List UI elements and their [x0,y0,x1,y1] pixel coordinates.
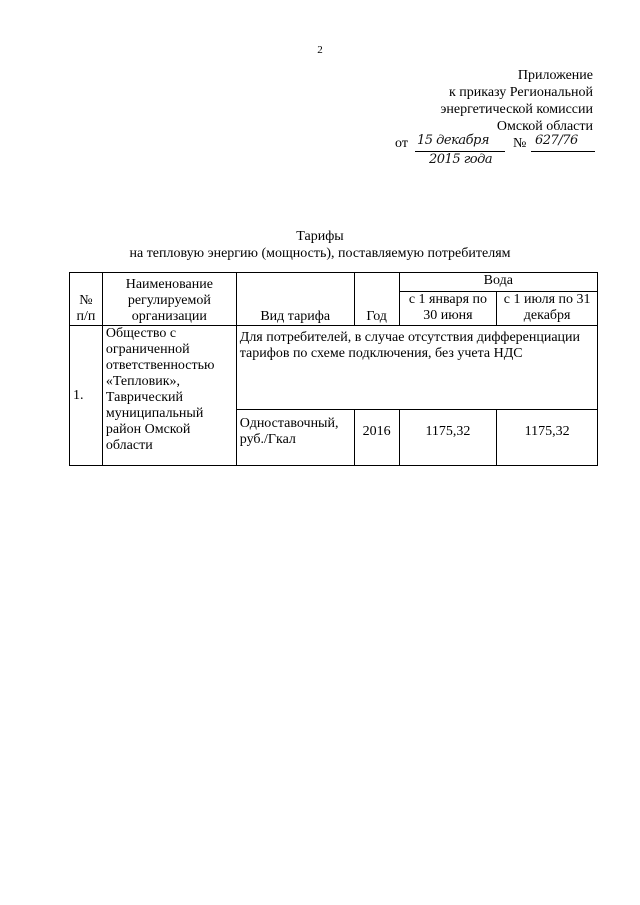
header-org: Наименование регулируемой организации [102,273,236,326]
tariffs-table [69,272,598,466]
appendix-line-2: к приказу Региональной [448,85,593,100]
row-note: Для потребителей, в случае отсутствия дифференциации тарифов по схеме подключения, без учета НДС [236,326,597,410]
appendix-block [440,67,593,135]
number-underline [531,151,595,152]
appendix-line-3: энергетической комиссии [440,102,593,117]
page-number: 2 [317,44,323,56]
row-num: 1. [70,326,103,466]
handwritten-year: 2015 года [429,152,493,167]
title-line-1: Тарифы [296,229,344,244]
row-tariff-type: Одноставочный, руб./Гкал [236,410,354,466]
row-org: Общество с ограниченной ответственностью «Тепловик», Таврический муниципальный район Омской области [102,326,236,466]
header-water: Вода [399,273,597,292]
header-period-2: с 1 июля по 31 декабря [497,292,598,326]
document-title [0,228,640,262]
number-label: № [513,136,527,151]
header-type: Вид тарифа [236,273,354,326]
appendix-line-1: Приложение [517,68,593,83]
row-value-1: 1175,32 [399,410,497,466]
handwritten-date: 15 декабря [417,133,489,148]
order-date-number [395,133,595,181]
handwritten-number: 627/76 [535,133,578,148]
title-line-2: на тепловую энергию (мощность), поставляемую потребителям [129,246,511,261]
header-period-1: с 1 января по 30 июня [399,292,497,326]
row-value-2: 1175,32 [497,410,598,466]
header-year: Год [354,273,399,326]
appendix-line-4: Омской области [496,119,593,134]
header-num: № п/п [70,273,103,326]
from-label: от [395,136,408,151]
row-year: 2016 [354,410,399,466]
